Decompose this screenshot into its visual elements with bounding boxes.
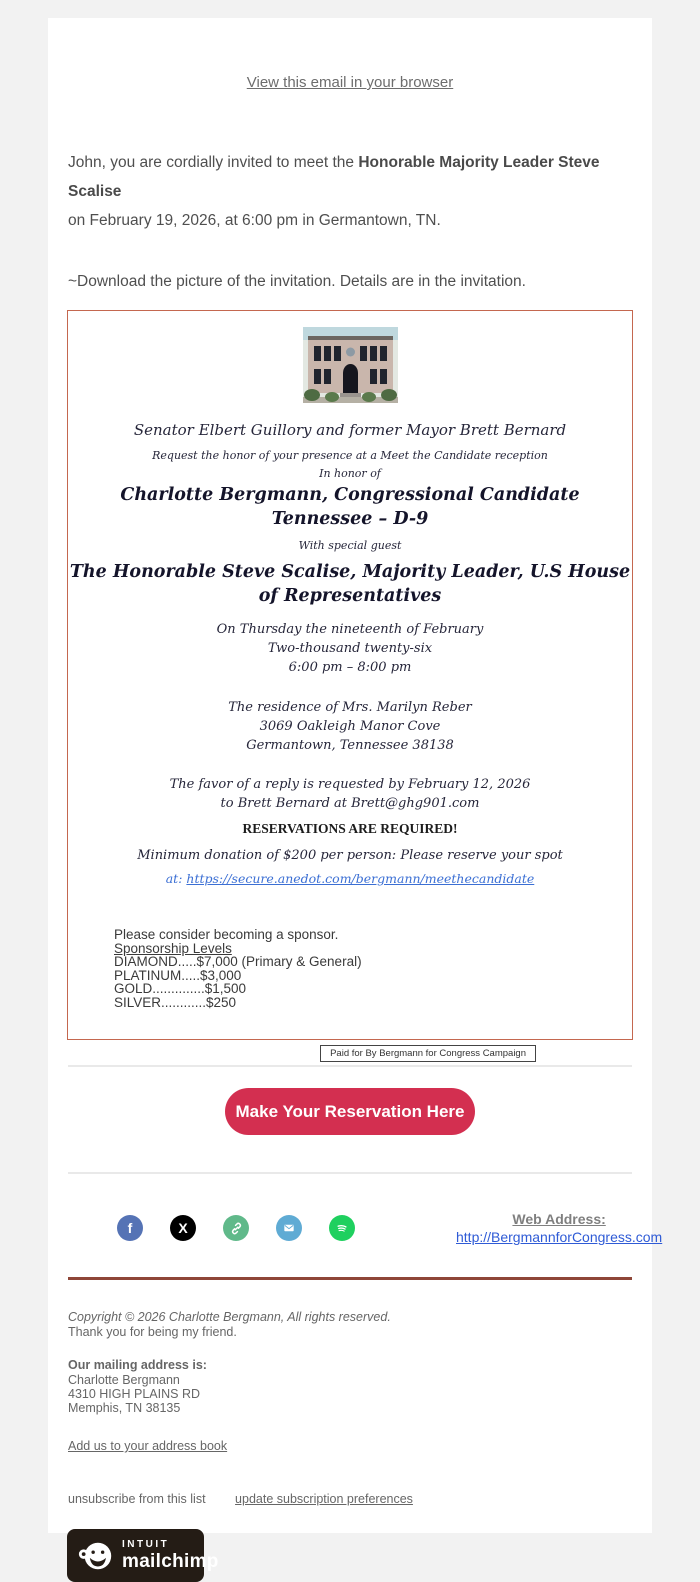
mailchimp-label: mailchimp (122, 1551, 219, 1572)
mailchimp-freddie-icon (77, 1537, 115, 1575)
sponsor-level-silver: SILVER............$250 (114, 994, 237, 1010)
invite-rsvp-line1: The favor of a reply is requested by February 12, 2026 (169, 777, 531, 792)
reserve-url-link[interactable]: https://secure.anedot.com/bergmann/meethecandidate (186, 871, 535, 886)
invite-time: 6:00 pm – 8:00 pm (288, 660, 412, 675)
divider-bottom (68, 1172, 632, 1174)
subscription-row (68, 1492, 652, 1507)
link-icon[interactable] (223, 1215, 249, 1241)
red-rule (68, 1277, 632, 1280)
update-preferences-link[interactable]: update subscription preferences (235, 1492, 413, 1506)
sponsor-level-gold: GOLD..............$1,500 (114, 981, 247, 996)
sponsor-block (114, 928, 632, 1009)
address-street: 4310 HIGH PLAINS RD (68, 1387, 200, 1401)
add-address-book-link[interactable]: Add us to your address book (68, 1439, 228, 1453)
invite-reservations-required: RESERVATIONS ARE REQUIRED! (242, 821, 458, 836)
cta-section (48, 1088, 652, 1135)
web-address-label: Web Address: (512, 1211, 606, 1227)
invite-date-line2: Two-thousand twenty-six (267, 641, 433, 656)
invite-special-guest: The Honorable Steve Scalise, Majority Leader, U.S House of Representatives (69, 562, 631, 606)
invite-reserve-line (68, 869, 632, 888)
greeting-prefix: John, you are cordially invited to meet the (68, 154, 359, 171)
unsubscribe-link[interactable]: unsubscribe from this list (68, 1492, 206, 1506)
invite-venue-line1: The residence of Mrs. Marilyn Reber (228, 700, 472, 715)
invite-honoree: Charlotte Bergmann, Congressional Candidate Tennessee – D-9 (120, 485, 580, 529)
facebook-icon[interactable]: f (117, 1215, 143, 1241)
invite-date-line1: On Thursday the nineteenth of February (216, 622, 484, 637)
thanks-line: Thank you for being my friend. (68, 1325, 237, 1339)
footer (68, 1310, 652, 1507)
sponsor-level-platinum: PLATINUM.....$3,000 (114, 967, 242, 983)
social-section (68, 1195, 663, 1261)
spotify-icon[interactable] (329, 1215, 355, 1241)
web-address-block (456, 1195, 662, 1261)
invite-donation-line: Minimum donation of $200 per person: Please reserve your spot (137, 848, 563, 863)
email-icon[interactable] (276, 1215, 302, 1241)
greeting-paragraph (68, 148, 632, 235)
mailchimp-logo[interactable] (67, 1529, 219, 1582)
web-address-link[interactable]: http://BergmannforCongress.com (456, 1229, 663, 1245)
social-icons-row (68, 1195, 355, 1261)
divider-top (68, 1065, 632, 1067)
intuit-label: INTUIT (122, 1539, 170, 1550)
view-in-browser-link[interactable]: View this email in your browser (246, 74, 454, 91)
invite-special-guest-label: With special guest (298, 539, 402, 552)
paid-for-disclaimer: Paid for By Bergmann for Congress Campaign (320, 1045, 536, 1062)
download-note: ~Download the picture of the invitation. Details are in the invitation. (68, 273, 526, 290)
invitation-image[interactable] (67, 310, 633, 1059)
invite-rsvp-line2: to Brett Bernard at Brett@ghg901.com (220, 796, 480, 811)
mailing-address-heading: Our mailing address is: (68, 1358, 207, 1372)
invite-venue-line2: 3069 Oakleigh Manor Cove (259, 719, 441, 734)
invite-hosts: Senator Elbert Guillory and former Mayor Brett Bernard (133, 421, 567, 439)
copyright-line: Copyright © 2026 Charlotte Bergmann, All rights reserved. (68, 1310, 391, 1324)
preheader (48, 18, 652, 92)
invite-venue-line3: Germantown, Tennessee 38138 (246, 738, 454, 753)
sponsor-level-diamond: DIAMOND.....$7,000 (Primary & General) (114, 954, 362, 969)
sponsor-intro: Please consider becoming a sponsor. (114, 927, 339, 942)
make-reservation-button[interactable]: Make Your Reservation Here (225, 1088, 475, 1135)
address-name: Charlotte Bergmann (68, 1373, 180, 1387)
email-body-card (48, 18, 663, 1572)
address-city: Memphis, TN 38135 (68, 1401, 181, 1415)
invite-request-line: Request the honor of your presence at a Meet the Candidate reception (152, 449, 548, 462)
mailchimp-wordmark (122, 1540, 219, 1571)
reserve-prefix: at: (165, 871, 187, 886)
greeting-bold-name: Honorable Majority Leader Steve Scalise (68, 154, 600, 200)
x-twitter-icon[interactable]: X (170, 1215, 196, 1241)
sponsor-levels-heading: Sponsorship Levels (114, 940, 232, 956)
house-photo (303, 327, 398, 403)
greeting-line2: on February 19, 2026, at 6:00 pm in Germantown, TN. (68, 212, 441, 229)
invite-in-honor-of: In honor of (319, 467, 381, 480)
